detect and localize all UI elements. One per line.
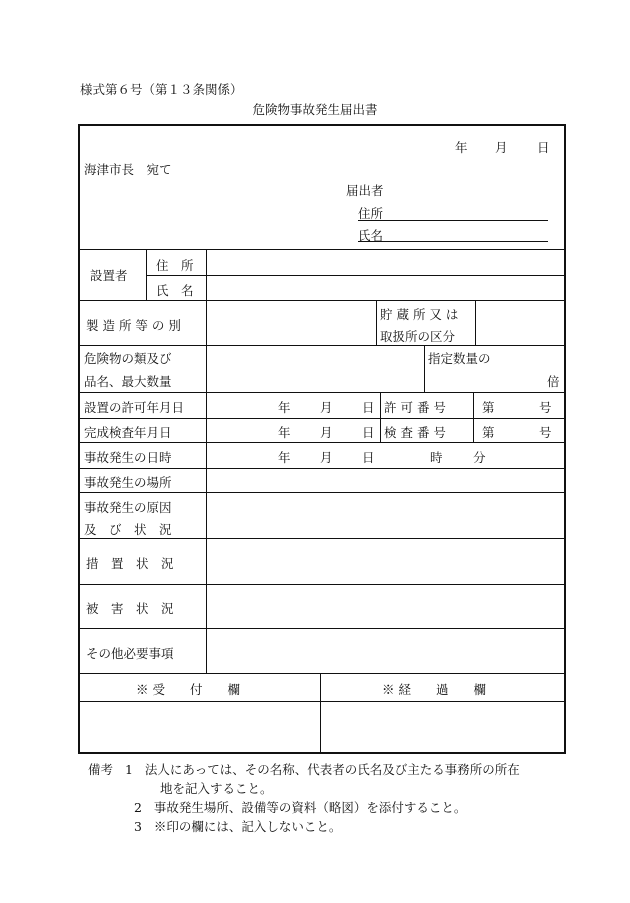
date-day: 日 [537, 140, 550, 155]
accident-place-label: 事故発生の場所 [84, 475, 172, 490]
inspection-year: 年 [278, 425, 291, 440]
designated-quantity-label: 指定数量の [428, 351, 491, 366]
remark-2 [88, 798, 520, 817]
row-divider [80, 468, 564, 469]
storage-category-label-1: 貯 蔵 所 又 は [380, 307, 459, 322]
progress-column-label: ※ 経 過 欄 [382, 682, 486, 697]
remark-3-number: 3 [134, 819, 142, 834]
column-divider [424, 345, 425, 392]
column-divider [206, 249, 207, 673]
row-divider [80, 300, 564, 301]
installer-label: 設置者 [90, 268, 128, 283]
row-divider [80, 538, 564, 539]
remark-1-number: 1 [124, 762, 133, 777]
row-divider [80, 584, 564, 585]
name-underline [358, 241, 548, 242]
reception-column-label: ※ 受 付 欄 [136, 682, 240, 697]
inspection-day: 日 [362, 425, 375, 440]
address-underline [358, 220, 548, 221]
permit-day: 日 [362, 400, 375, 415]
cause-label-2: 及 び 状 況 [84, 522, 172, 537]
form-number-label: 様式第６号（第１３条関係） [80, 82, 243, 97]
row-divider [80, 418, 564, 419]
remarks [88, 760, 520, 836]
accident-day: 日 [362, 450, 375, 465]
remark-3-text: ※印の欄には、記入しないこと。 [153, 819, 342, 834]
remark-3 [88, 817, 520, 836]
row-divider [80, 492, 564, 493]
row-divider [80, 673, 564, 674]
column-divider [320, 673, 321, 754]
inspection-number-label: 検 査 番 号 [384, 425, 446, 440]
row-divider [80, 701, 564, 702]
column-divider [473, 392, 474, 442]
times-label: 倍 [547, 374, 560, 389]
hazmat-label-2: 品名、最大数量 [84, 374, 172, 389]
column-divider [380, 392, 381, 442]
storage-category-label-2: 取扱所の区分 [380, 329, 456, 344]
remark-1-continued [88, 779, 520, 798]
row-divider [80, 249, 564, 250]
permit-number-suffix: 号 [539, 400, 552, 415]
permit-number-label: 許 可 番 号 [384, 400, 446, 415]
hazmat-label-1: 危険物の類及び [84, 351, 172, 366]
row-divider [146, 275, 564, 276]
permit-date-label: 設置の許可年月日 [84, 400, 185, 415]
remark-2-text: 事故発生場所、設備等の資料（略図）を添付すること。 [153, 800, 467, 815]
remark-1 [88, 760, 520, 779]
accident-hour: 時 [430, 450, 443, 465]
row-divider [80, 628, 564, 629]
measures-label: 措 置 状 況 [86, 556, 174, 571]
accident-time-label: 事故発生の日時 [84, 450, 172, 465]
remarks-label: 備考 [88, 762, 114, 777]
damage-label: 被 害 状 況 [86, 601, 174, 616]
accident-year: 年 [278, 450, 291, 465]
column-divider [376, 300, 377, 345]
permit-number-prefix: 第 [482, 400, 495, 415]
addressee: 海津市長 宛て [84, 162, 172, 177]
facility-type-label: 製 造 所 等 の 別 [86, 318, 181, 333]
column-divider [475, 300, 476, 345]
other-matters-label: その他必要事項 [86, 646, 174, 661]
inspection-month: 月 [320, 425, 333, 440]
notifier-name-label: 氏名 [358, 228, 384, 243]
row-divider [80, 392, 564, 393]
row-divider [80, 345, 564, 346]
accident-minute: 分 [473, 450, 486, 465]
notifier-address-label: 住所 [358, 206, 384, 221]
inspection-number-suffix: 号 [539, 425, 552, 440]
permit-month: 月 [320, 400, 333, 415]
accident-month: 月 [320, 450, 333, 465]
remark-1-text: 法人にあっては、その名称、代表者の氏名及び主たる事務所の所在 [144, 762, 520, 777]
installer-name-label: 氏 名 [156, 283, 194, 298]
remark-1-text-continued: 地を記入すること。 [160, 781, 273, 796]
inspection-number-prefix: 第 [482, 425, 495, 440]
form-table [78, 124, 566, 754]
row-divider [80, 442, 564, 443]
installer-address-label: 住 所 [156, 258, 194, 273]
column-divider [146, 249, 147, 300]
inspection-date-label: 完成検査年月日 [84, 425, 172, 440]
date-year: 年 [455, 140, 468, 155]
permit-year: 年 [278, 400, 291, 415]
date-month: 月 [495, 140, 508, 155]
cause-label-1: 事故発生の原因 [84, 500, 172, 515]
form-title: 危険物事故発生届出書 [252, 102, 378, 117]
notifier-label: 届出者 [346, 183, 384, 198]
remark-2-number: 2 [134, 800, 142, 815]
